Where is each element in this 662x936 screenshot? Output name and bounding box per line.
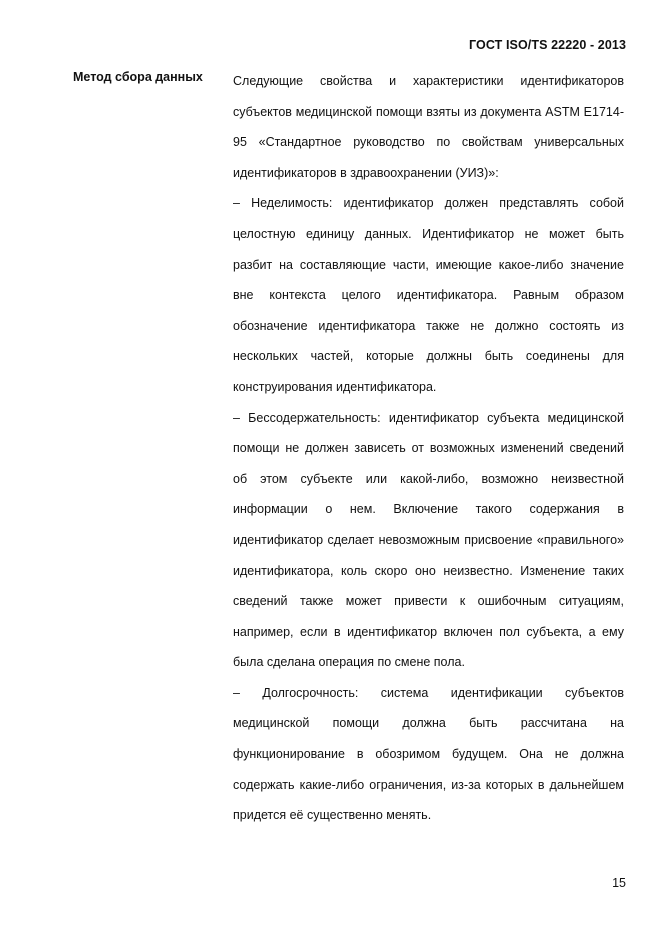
- section-body: [233, 66, 624, 831]
- property-item-longevity: – Долгосрочность: система идентификации субъектов медицинской помощи должна быть рассчитана на функционирование в обозримом будущем. Она не должна содержать какие-либо ограничения, из-за которых в дальнейшем придется её существенно менять.: [233, 685, 624, 823]
- property-item-indivisibility: – Неделимость: идентификатор должен представлять собой целостную единицу данных. Идентификатор не может быть разбит на составляющие части, имеющие какое-либо значение вне контекста целого идентификатора. Равным образом обозначение идентификатора также не должно состоять из нескольких частей, которые должны быть соединены для конструирования идентификатора.: [233, 196, 624, 394]
- document-header: ГОСТ ISO/TS 22220 - 2013: [469, 38, 626, 52]
- section-label: Метод сбора данных: [73, 70, 203, 84]
- page-number: 15: [612, 876, 626, 890]
- property-item-content-free: – Бессодержательность: идентификатор субъекта медицинской помощи не должен зависеть от возможных изменений сведений об этом субъекте или какой-либо, возможно неизвестной информации о нем. Включение такого содержания в идентификатор сделает невозможным присвоение «правильного» идентификатора, коль скоро оно неизвестно. Изменение таких сведений также может привести к ошибочным ситуациям, например, если в идентификатор включен пол субъекта, а ему была сделана операция по смене пола.: [233, 410, 624, 670]
- intro-paragraph: Следующие свойства и характеристики идентификаторов субъектов медицинской помощи взяты из документа ASTM E1714-95 «Стандартное руководство по свойствам универсальных идентификаторов в здравоохранении (УИЗ)»:: [233, 74, 624, 180]
